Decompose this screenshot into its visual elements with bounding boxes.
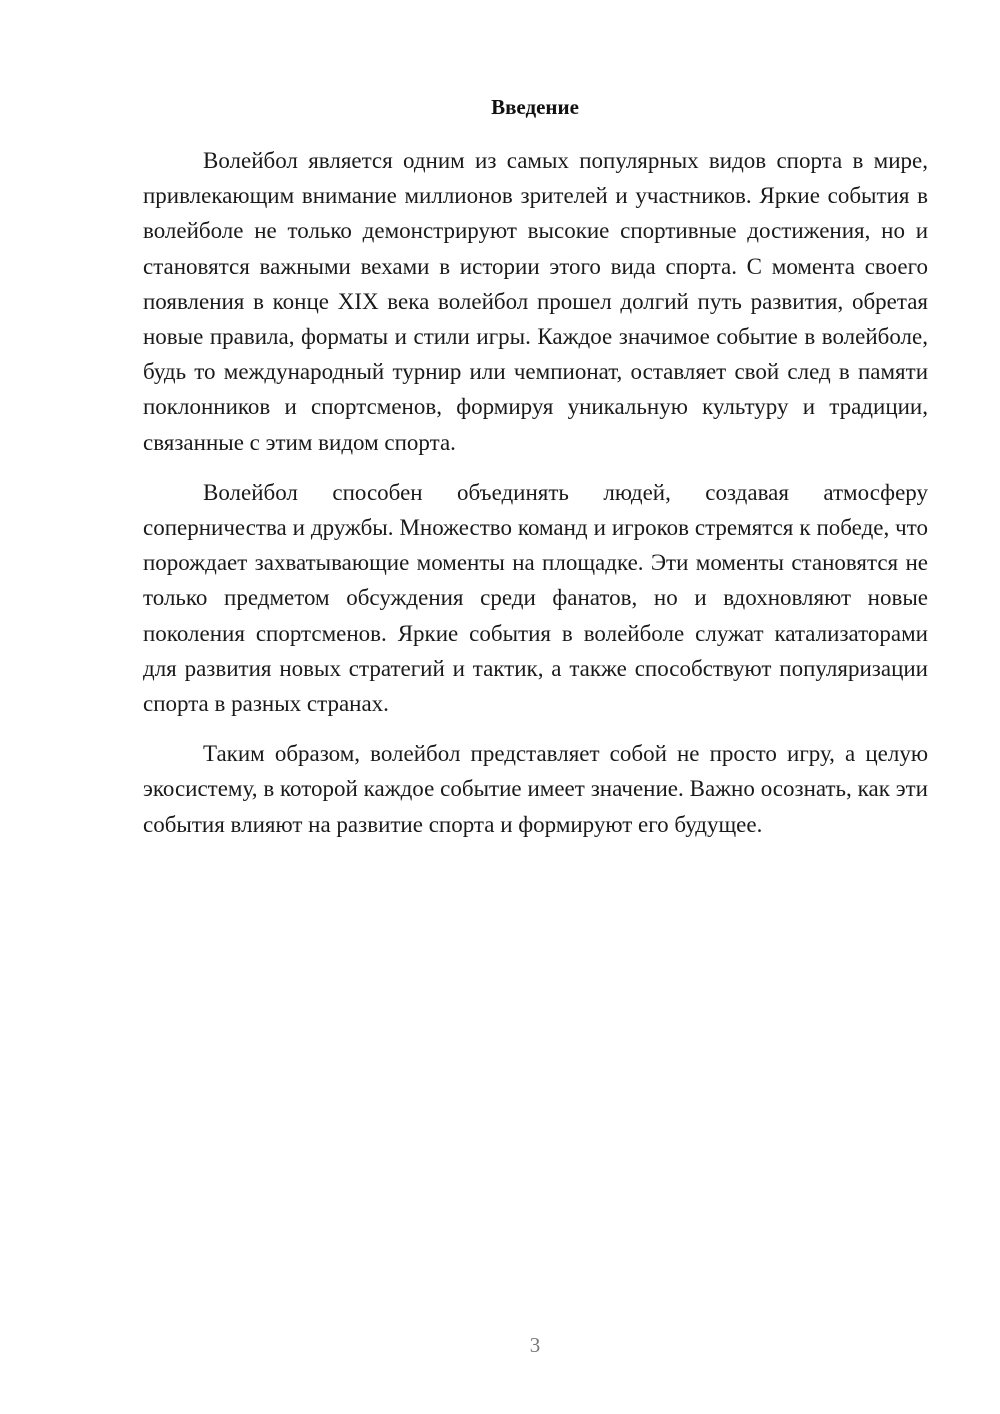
body-text <box>143 143 928 857</box>
page-number: 3 <box>529 1333 541 1357</box>
paragraph-2: Волейбол способен объединять людей, создавая атмосферу соперничества и дружбы. Множество команд и игроков стремятся к победе, что порождает захватывающие моменты на площадке. Эти моменты становятся не только предметом обсуждения среди фанатов, но и вдохновляют новые поколения спортсменов. Яркие события в волейболе служат катализаторами для развития новых стратегий и тактик, а также способствуют популяризации спорта в разных странах. <box>143 479 928 717</box>
paragraph-3: Таким образом, волейбол представляет собой не просто игру, а целую экосистему, в которой каждое событие имеет значение. Важно осознать, как эти события влияют на развитие спорта и формируют его будущее. <box>143 741 928 837</box>
paragraph-1: Волейбол является одним из самых популярных видов спорта в мире, привлекающим внимание миллионов зрителей и участников. Яркие события в волейболе не только демонстрируют высокие спортивные достижения, но и становятся важными вехами в истории этого вида спорта. С момента своего появления в конце XIX века волейбол прошел долгий путь развития, обретая новые правила, форматы и стили игры. Каждое значимое событие в волейболе, будь то международный турнир или чемпионат, оставляет свой след в памяти поклонников и спортсменов, формируя уникальную культуру и традиции, связанные с этим видом спорта. <box>143 148 928 455</box>
section-heading: Введение <box>491 95 579 119</box>
